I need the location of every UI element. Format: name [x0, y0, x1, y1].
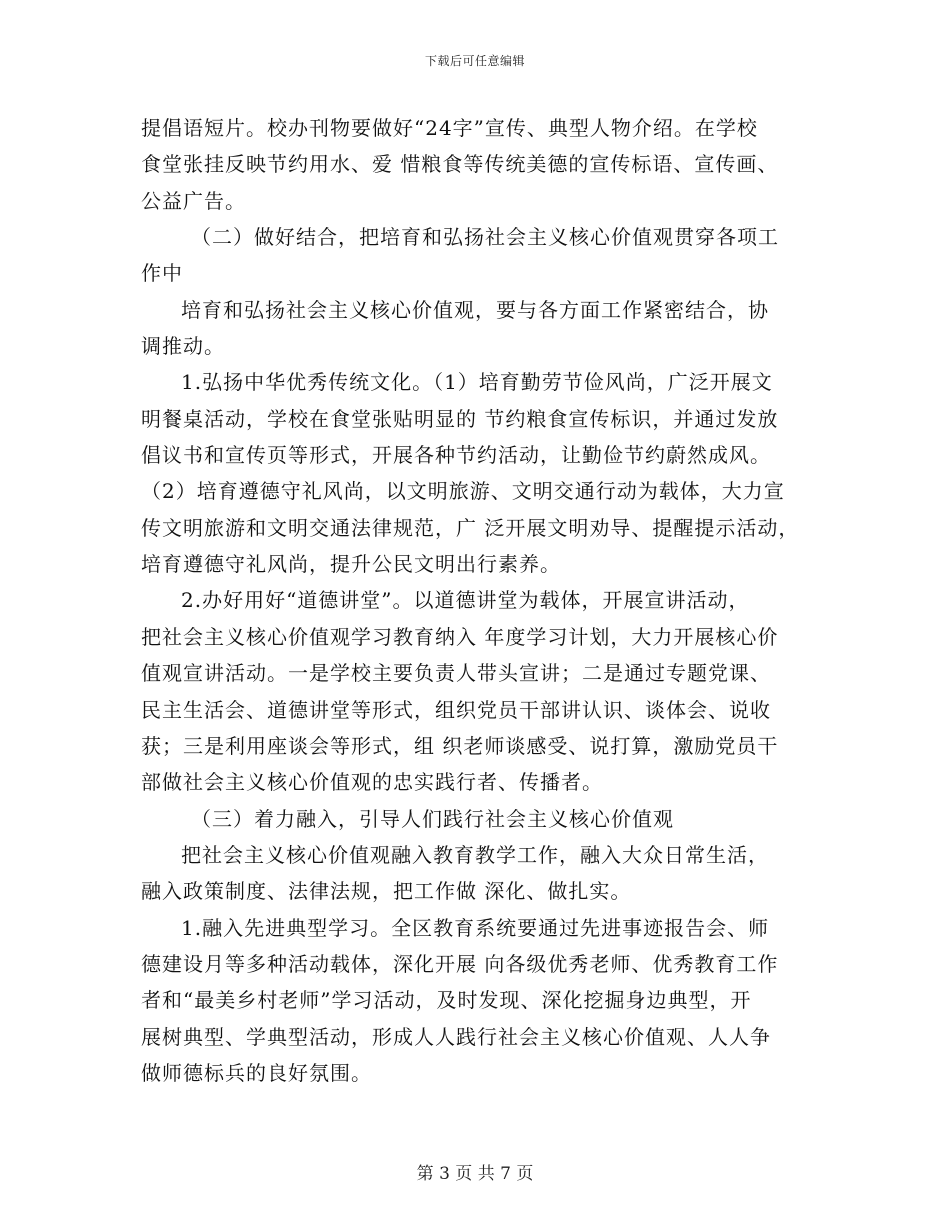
text-line: 把社会主义核心价值观融入教育教学工作，融入大众日常生活，: [181, 842, 769, 867]
text-line: 传文明旅游和文明交通法律规范，广 泛开展文明劝导、提醒提示活动，: [141, 515, 800, 540]
text-line: 融入政策制度、法律法规，把工作做 深化、做扎实。: [141, 879, 632, 904]
text-line: 调推动。: [141, 334, 225, 359]
text-line: 做师德标兵的良好氛围。: [141, 1060, 372, 1085]
text-line: 部做社会主义核心价值观的忠实践行者、传播者。: [141, 770, 603, 795]
text-line: 提倡语短片。校办刊物要做好“24字”宣传、典型人物介绍。在学校: [141, 116, 758, 140]
page-header: 下载后可任意编辑: [424, 54, 525, 68]
text-line: （二）做好结合，把培育和弘扬社会主义核心价值观贯穿各项工: [191, 225, 779, 250]
text-line: 展树典型、学典型活动，形成人人践行社会主义核心价值观、人人争: [141, 1024, 771, 1049]
text-line: 值观宣讲活动。一是学校主要负责人带头宣讲；二是通过专题党课、: [141, 661, 771, 686]
page-footer: 第 3 页 共 7 页: [416, 1164, 534, 1184]
text-line: 培育和弘扬社会主义核心价值观，要与各方面工作紧密结合，协: [181, 297, 769, 322]
text-line: 把社会主义核心价值观学习教育纳入 年度学习计划，大力开展核心价: [141, 624, 779, 649]
text-line: 作中: [141, 261, 183, 286]
text-line: 食堂张挂反映节约用水、爱 惜粮食等传统美德的宣传标语、宣传画、: [141, 152, 779, 177]
text-line: （2）培育遵德守礼风尚，以文明旅游、文明交通行动为载体，大力宣: [141, 479, 785, 504]
text-line: 德建设月等多种活动载体，深化开展 向各级优秀老师、优秀教育工作: [141, 951, 779, 976]
text-line: 倡议书和宣传页等形式，开展各种节约活动，让勤俭节约蔚然成风。: [141, 443, 771, 468]
text-line: 培育遵德守礼风尚，提升公民文明出行素养。: [141, 552, 561, 577]
document-body: [141, 110, 821, 1091]
text-line: （三）着力融入，引导人们践行社会主义核心价值观: [191, 806, 674, 831]
text-line: 者和“最美乡村老师”学习活动，及时发现、深化挖掘身边典型，开: [141, 988, 752, 1013]
text-line: 明餐桌活动，学校在食堂张贴明显的 节约粮食宣传标识，并通过发放: [141, 406, 779, 431]
text-line: 获；三是利用座谈会等形式，组 织老师谈感受、说打算，激励党员干: [141, 733, 779, 758]
text-line: 1.弘扬中华优秀传统文化。（1）培育勤劳节俭风尚，广泛开展文: [181, 370, 773, 395]
text-line: 1.融入先进典型学习。全区教育系统要通过先进事迹报告会、师: [181, 915, 770, 940]
text-line: 2.办好用好“道德讲堂”。以道德讲堂为载体，开展宣讲活动，: [181, 588, 750, 613]
text-line: 公益广告。: [141, 188, 246, 213]
text-line: 民主生活会、道德讲堂等形式，组织党员干部讲认识、谈体会、说收: [141, 697, 771, 722]
